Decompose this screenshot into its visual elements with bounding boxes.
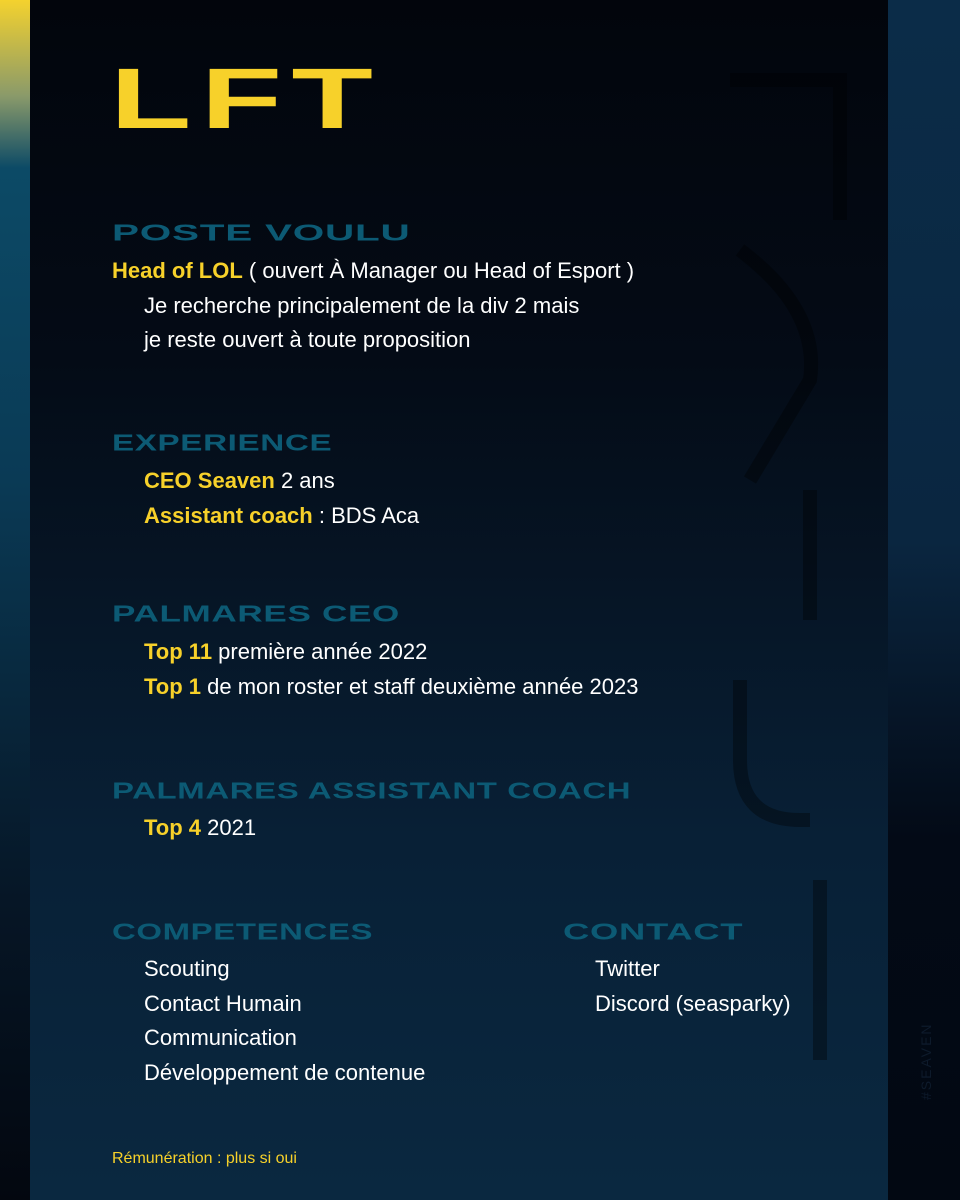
heading-palmares-ceo: PALMARES CEO: [112, 601, 400, 627]
experience-item-detail: 2 ans: [274, 468, 335, 493]
palmares-item-title: Top 11: [144, 639, 213, 664]
experience-item-title: CEO Seaven: [144, 468, 275, 493]
left-gradient-strip: [0, 0, 30, 1200]
right-gradient-strip: [888, 0, 960, 1200]
remuneration-note: Rémunération : plus si oui: [112, 1150, 297, 1167]
competence-item: Scouting: [144, 956, 230, 981]
palmares-item-title: Top 1: [144, 674, 202, 699]
experience-item: [144, 468, 335, 494]
experience-item-title: Assistant coach: [144, 503, 313, 528]
palmares-item-detail: 2021: [201, 815, 257, 840]
heading-palmares-assistant-coach: PALMARES ASSISTANT COACH: [112, 778, 632, 804]
heading-experience: EXPERIENCE: [112, 430, 333, 456]
hashtag-watermark: #SEAVEN: [918, 1022, 934, 1100]
experience-item: [144, 503, 419, 529]
heading-contact: CONTACT: [563, 919, 744, 945]
palmares-ceo-item: [144, 639, 427, 665]
poste-line: Je recherche principalement de la div 2 mais: [144, 293, 580, 318]
competence-item: Communication: [144, 1025, 297, 1050]
poste-role-note: ( ouvert À Manager ou Head of Esport ): [242, 258, 635, 283]
heading-poste-voulu: POSTE VOULU: [112, 220, 411, 246]
contact-item-twitter: Twitter: [595, 956, 660, 981]
palmares-ceo-item: [144, 674, 638, 700]
poste-role-line: [112, 258, 634, 284]
heading-competences: COMPETENCES: [112, 919, 374, 945]
palmares-item-detail: première année 2022: [212, 639, 428, 664]
poste-role: Head of LOL: [112, 258, 243, 283]
contact-item-discord: Discord (seasparky): [595, 991, 791, 1016]
lft-logo: LFT: [110, 51, 383, 147]
palmares-coach-item: [144, 815, 256, 841]
competence-item: Développement de contenue: [144, 1060, 426, 1085]
palmares-item-detail: de mon roster et staff deuxième année 2023: [201, 674, 639, 699]
palmares-item-title: Top 4: [144, 815, 202, 840]
experience-item-detail: : BDS Aca: [312, 503, 420, 528]
poste-line: je reste ouvert à toute proposition: [144, 327, 471, 352]
competence-item: Contact Humain: [144, 991, 302, 1016]
